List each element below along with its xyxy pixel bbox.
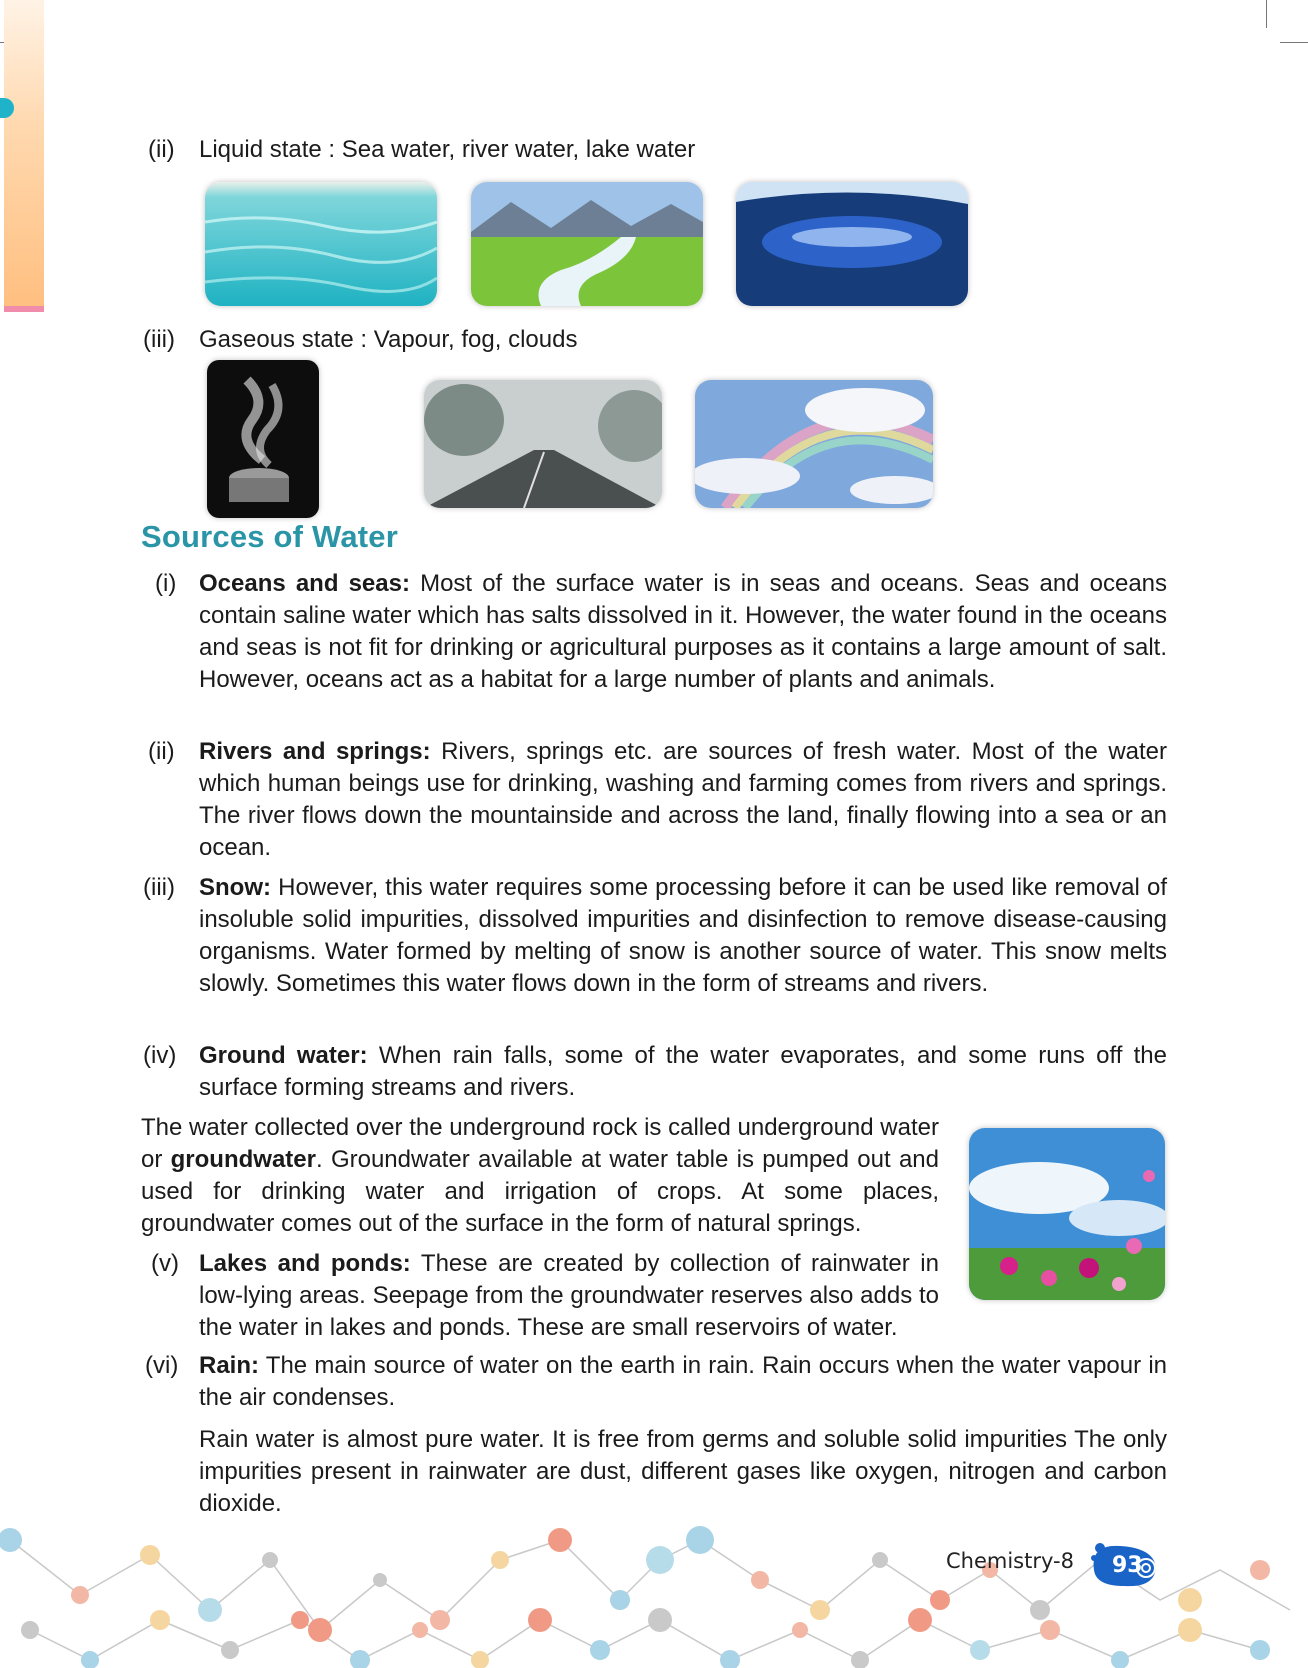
item-text: These are created by collection of rainwater in low-lying areas. Seepage from the groundwater reserves also adds to the water in lakes and ponds. These are small reservoirs of water. (199, 1250, 939, 1341)
item-title: Lakes and ponds: (199, 1250, 411, 1277)
crop-mark (1266, 0, 1267, 28)
side-decor-band (4, 0, 44, 308)
liquid-state-label: Liquid state : Sea water, river water, lake water (199, 136, 696, 163)
book-title-label: Chemistry-8 (946, 1549, 1074, 1573)
flowers-sky-image (969, 1128, 1165, 1300)
item-text: When rain falls, some of the water evaporates, and some runs off the surface forming streams and rivers. (199, 1042, 1167, 1101)
item-text: Most of the surface water is in seas and oceans. Seas and oceans contain saline water which has salts dissolved in it. However, the water found in the oceans and seas is not fit for drinking or agricultural purposes as it contains a large amount of salt. However, oceans act as a habitat for a large number of plants and animals. (199, 570, 1168, 693)
section-heading: Sources of Water (141, 519, 398, 554)
side-decor-stripe (4, 306, 44, 312)
lake-water-image (736, 182, 968, 306)
item-oceans (199, 568, 1167, 696)
vapour-image (207, 360, 319, 518)
crop-mark (1280, 42, 1308, 43)
river-water-image (471, 182, 703, 306)
item-text: However, this water requires some processing before it can be used like removal of insoluble solid impurities, dissolved impurities and disinfection to remove disease-causing organisms. Water formed by melting of snow is another source of water. This snow melts slowly. Sometimes this water flows down in the form of streams and rivers. (199, 874, 1167, 997)
item-title: Rain: (199, 1352, 259, 1379)
item-text: Rivers, springs etc. are sources of fresh water. Most of the water which human beings use for drinking, washing and farming comes from rivers and springs. The river flows down the mountainside and across the land, finally flowing into a sea or an ocean. (199, 738, 1168, 861)
item-lakes (199, 1248, 939, 1344)
item-rain (199, 1350, 1167, 1414)
gaseous-num: (iii) (143, 326, 175, 353)
groundwater-text-after: . Groundwater available at water table is pumped out and used for drinking water and irrigation of crops. At some places, groundwater comes out of the surface in the form of natural springs. (141, 1146, 939, 1237)
gaseous-state-label: Gaseous state : Vapour, fog, clouds (199, 326, 578, 353)
item-rivers (199, 736, 1167, 864)
groundwater-term: groundwater (170, 1146, 316, 1173)
item-text: The main source of water on the earth in rain. Rain occurs when the water vapour in the air condenses. (199, 1352, 1167, 1411)
item-num: (iii) (143, 874, 175, 901)
item-num: (ii) (148, 738, 175, 765)
groundwater-paragraph (141, 1112, 939, 1240)
clouds-image (695, 380, 933, 508)
sea-water-image (205, 182, 437, 306)
groundwater-text-before: The water collected over the underground rock is called underground water or (141, 1114, 939, 1173)
item-title: Oceans and seas: (199, 570, 410, 597)
item-num: (v) (151, 1250, 179, 1277)
item-num: (vi) (145, 1352, 179, 1379)
item-num: (iv) (143, 1042, 177, 1069)
page-number: 93 (1112, 1553, 1143, 1578)
item-num: (i) (155, 570, 177, 597)
item-title: Snow: (199, 874, 271, 901)
item-snow (199, 872, 1167, 1000)
item-ground-water (199, 1040, 1167, 1104)
item-title: Rivers and springs: (199, 738, 431, 765)
item-title: Ground water: (199, 1042, 368, 1069)
rain-paragraph: Rain water is almost pure water. It is free from germs and soluble solid impurities The only impurities present in rainwater are dust, different gases like oxygen, nitrogen and carbon dioxide. (199, 1426, 1167, 1517)
fog-image (424, 380, 662, 508)
liquid-num: (ii) (148, 136, 175, 163)
